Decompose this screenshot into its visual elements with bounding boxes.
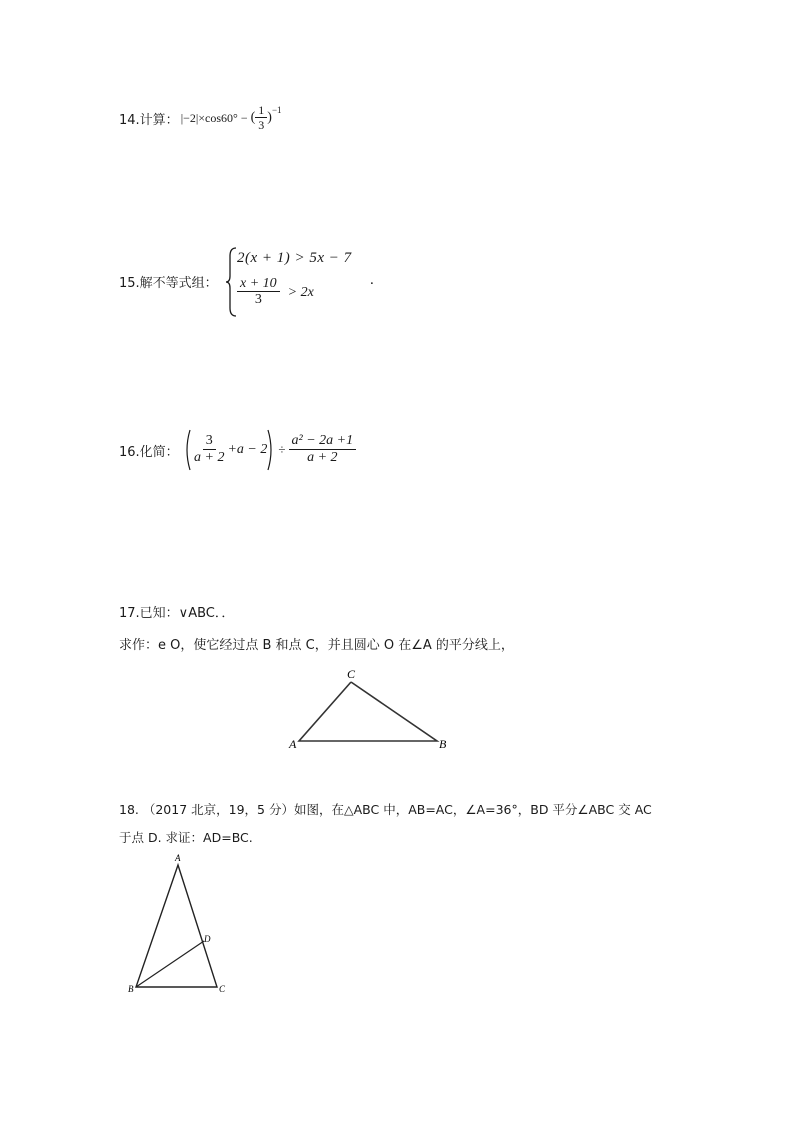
q16-middle-terms: +a − 2 [227, 442, 268, 457]
q16-frac1-den: a + 2 [194, 449, 225, 465]
q15-inequality-2 [237, 276, 314, 309]
q15-inequality-1: 2(x + 1) > 5x − 7 [237, 250, 352, 266]
q14-rparen: ) [267, 110, 272, 126]
q14-label: 14.计算： [119, 112, 179, 128]
q15-rhs: > 2x [287, 284, 314, 300]
q15-frac-den: 3 [254, 292, 262, 308]
q17-label-a: A [289, 737, 297, 751]
q15-end-dot: . [370, 272, 374, 288]
q17-line-2: 求作：e O，使它经过点 B 和点 C，并且圆心 O 在∠A 的平分线上， [119, 638, 514, 653]
q18-label-c: C [219, 984, 226, 994]
q18-label-a: A [175, 853, 181, 863]
q17-label-c: C [347, 667, 356, 681]
q16-right-paren [267, 428, 275, 472]
q14-lparen: ( [250, 110, 256, 126]
q16-frac2-num: a² − 2a +1 [289, 433, 357, 449]
q15-fraction [237, 276, 280, 309]
q16-expression [183, 428, 356, 472]
q18-label-d: D [204, 934, 211, 944]
q15-label: 15.解不等式组： [119, 276, 218, 291]
q15-frac-num: x + 10 [237, 276, 280, 292]
q14-abs-expression: |−2|×cos60° [180, 110, 238, 125]
q18-line-1: 18. （2017 北京，19，5 分）如图，在△ABC 中，AB=AC，∠A=36°，BD 平分∠ABC 交 AC [119, 802, 652, 817]
q14-exponent: −1 [271, 105, 282, 116]
q14-frac-num: 1 [255, 104, 267, 118]
q16-divide: ÷ [278, 442, 286, 457]
q16-fraction-1 [191, 433, 227, 466]
q16-fraction-2 [289, 433, 357, 466]
q14-frac-den: 3 [258, 118, 265, 133]
q17-triangle-figure [285, 662, 455, 752]
q18-triangle-figure [125, 848, 235, 998]
q17-line-1: 17.已知：∨ABC．． [119, 606, 235, 621]
q16-frac2-den: a + 2 [307, 449, 338, 465]
q18-bisector-bd [136, 941, 204, 987]
q16-label: 16.化简： [119, 445, 179, 460]
question-14 [119, 104, 282, 133]
q14-minus: − [240, 110, 248, 125]
q18-line-2: 于点 D. 求证：AD=BC. [119, 830, 253, 845]
q16-left-paren [183, 428, 191, 472]
q17-label-b: B [439, 737, 447, 751]
q14-fraction [255, 104, 267, 133]
q18-triangle [136, 865, 217, 987]
q18-label-b: B [128, 984, 134, 994]
q17-triangle [299, 682, 437, 741]
q16-frac1-num: 3 [203, 433, 216, 449]
